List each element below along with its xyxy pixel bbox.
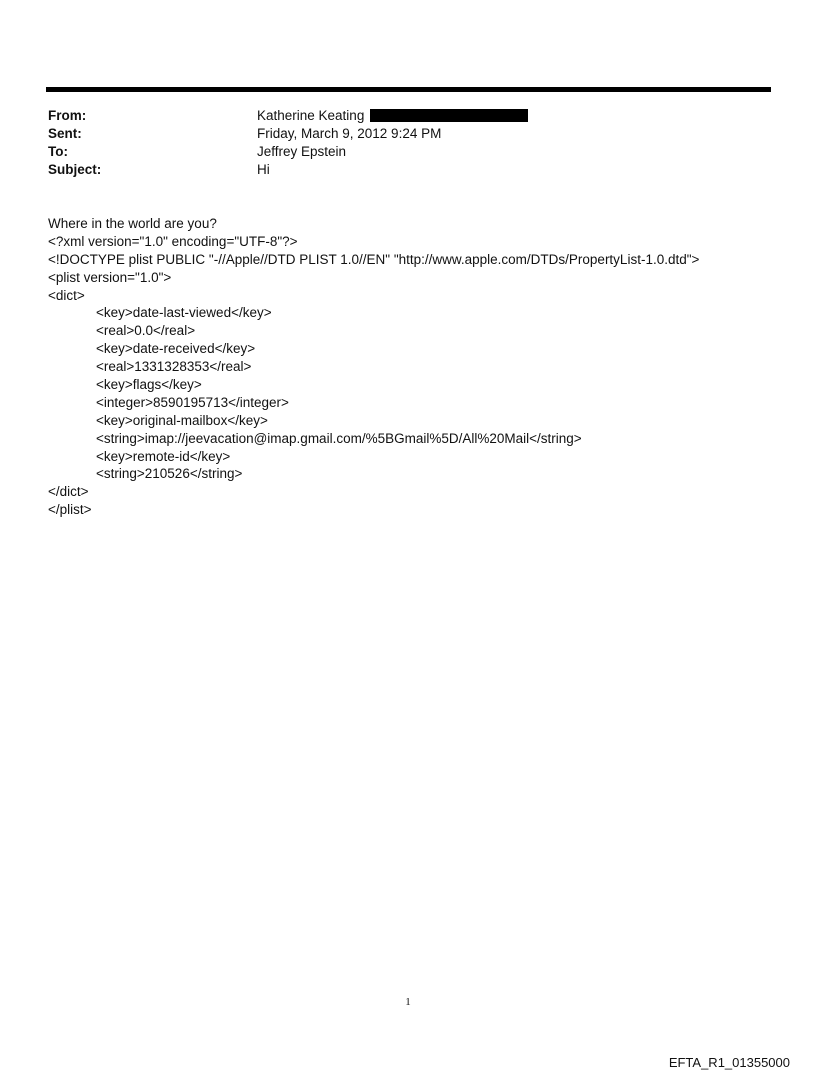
sent-label: Sent: [48, 126, 82, 141]
body-line: <!DOCTYPE plist PUBLIC "-//Apple//DTD PLIST 1.0//EN" "http://www.apple.com/DTDs/PropertyList-1.0.dtd"> [48, 251, 700, 267]
to-row [48, 143, 528, 161]
body-line: <real>0.0</real> [96, 323, 196, 339]
email-body [48, 215, 699, 519]
body-line: </plist> [48, 502, 92, 518]
from-row [48, 107, 528, 125]
body-line: <key>date-received</key> [96, 341, 256, 357]
to-label: To: [48, 144, 68, 159]
sent-row [48, 125, 528, 143]
body-line: <integer>8590195713</integer> [96, 394, 289, 410]
document-id: EFTA_R1_01355000 [668, 1055, 790, 1070]
subject-value: Hi [257, 162, 270, 177]
body-line: <string>imap://jeevacation@imap.gmail.com/%5BGmail%5D/All%20Mail</string> [96, 430, 582, 446]
from-value [257, 107, 528, 125]
body-line: <key>original-mailbox</key> [96, 412, 268, 428]
from-name: Katherine Keating [257, 108, 365, 123]
header-rule [46, 87, 771, 92]
subject-row [48, 161, 528, 179]
body-line: <key>date-last-viewed</key> [96, 305, 272, 321]
body-line: <real>1331328353</real> [96, 359, 252, 375]
email-header [48, 107, 528, 179]
body-line: <key>flags</key> [96, 377, 202, 393]
subject-label: Subject: [48, 162, 102, 177]
body-line: <string>210526</string> [96, 466, 243, 482]
page-number: 1 [405, 996, 411, 1008]
to-value: Jeffrey Epstein [257, 144, 347, 159]
body-line: <dict> [48, 287, 85, 303]
from-label: From: [48, 108, 87, 123]
body-line: <plist version="1.0"> [48, 269, 172, 285]
body-line: </dict> [48, 484, 89, 500]
body-line: Where in the world are you? [48, 216, 217, 231]
sent-value: Friday, March 9, 2012 9:24 PM [257, 126, 442, 141]
redaction-box [370, 109, 528, 122]
body-line: <key>remote-id</key> [96, 448, 231, 464]
body-line: <?xml version="1.0" encoding="UTF-8"?> [48, 233, 298, 249]
